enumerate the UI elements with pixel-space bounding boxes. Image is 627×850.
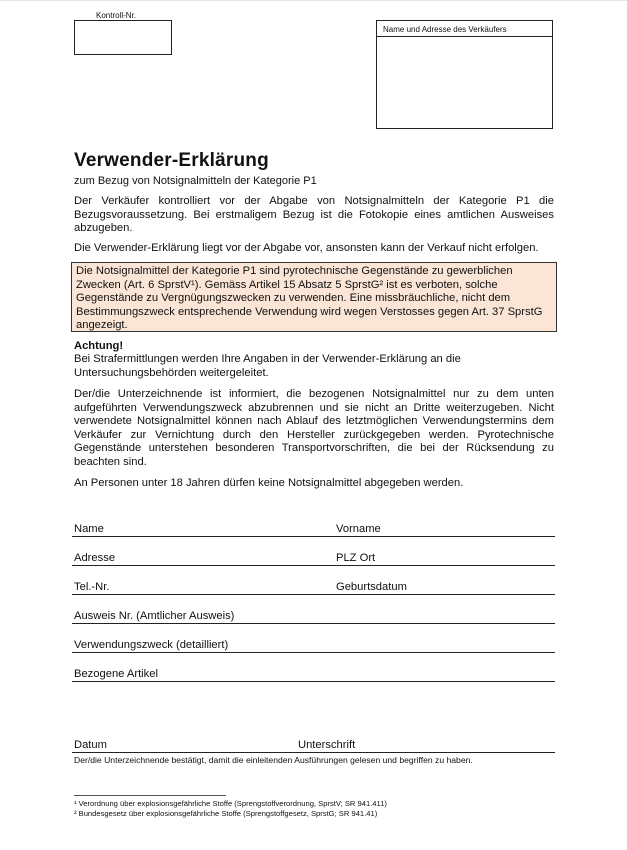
geburtsdatum-label: Geburtsdatum xyxy=(336,581,407,593)
footnote-1: ¹ Verordnung über explosionsgefährliche Stoffe (Sprengstoffverordnung, SprstV; SR 941.411) xyxy=(74,799,387,808)
footnotes xyxy=(74,799,387,819)
page-top-edge xyxy=(0,0,627,1)
adresse-label: Adresse xyxy=(74,552,116,564)
seller-box-label: Name und Adresse des Verkäufers xyxy=(377,21,552,37)
warning-heading: Achtung! xyxy=(74,340,124,352)
usage-terms-paragraph: Der/die Unterzeichnende ist informiert, die bezogenen Notsignalmittel nur zu dem unten aufgeführten Verwendungszweck abzubrennen und sie nicht an Dritte weiterzugeben. Nicht verwendete Notsignalmittel können nach Ablauf des letztmöglichen Verwendungstermins dem Verkäufer zur Vernichtung durch den Hersteller zurückgegeben werden. Pyrotechnische Gegenstände unterstehen besonderen Transportvorschriften, die bei der Rücksendung zu beachten sind. xyxy=(74,388,554,468)
seller-name-address-box[interactable] xyxy=(376,20,553,129)
datum-label: Datum xyxy=(74,739,107,751)
intro-paragraph: Der Verkäufer kontrolliert vor der Abgabe von Notsignalmitteln der Kategorie P1 die Bezugsvoraussetzung. Bei erstmaligem Bezug ist die Fotokopie eines amtlichen Ausweises abzugeben. xyxy=(74,195,554,234)
field-row-signature[interactable] xyxy=(72,736,555,753)
age-restriction-paragraph: An Personen unter 18 Jahren dürfen keine Notsignalmittel abgegeben werden. xyxy=(74,477,464,489)
unterschrift-label: Unterschrift xyxy=(298,739,356,751)
footnote-2: ² Bundesgesetz über explosionsgefährliche Stoffe (Sprengstoffgesetz, SprstG; SR 941.41) xyxy=(74,809,378,818)
kontroll-nr-field[interactable] xyxy=(74,20,172,55)
precondition-paragraph: Die Verwender-Erklärung liegt vor der Abgabe vor, ansonsten kann der Verkauf nicht erfolgen. xyxy=(74,242,539,254)
field-row-purpose[interactable] xyxy=(72,636,555,653)
warning-text: Bei Strafermittlungen werden Ihre Angaben in der Verwender-Erklärung an die Untersuchungsbehörden weitergeleitet. xyxy=(74,353,461,379)
footnote-divider xyxy=(74,795,226,796)
page-title: Verwender-Erklärung xyxy=(74,150,269,171)
field-row-name[interactable] xyxy=(72,520,555,537)
field-row-address[interactable] xyxy=(72,549,555,566)
ausweis-label: Ausweis Nr. (Amtlicher Ausweis) xyxy=(74,610,235,622)
tel-label: Tel.-Nr. xyxy=(74,581,110,593)
page-subtitle: zum Bezug von Notsignalmitteln der Kategorie P1 xyxy=(74,175,317,187)
vorname-label: Vorname xyxy=(336,523,381,535)
legal-notice-box: Die Notsignalmittel der Kategorie P1 sind pyrotechnische Gegenstände zu gewerblichen Zwecken (Art. 6 SprstV¹). Gemäss Artikel 15 Absatz 5 SprstG² ist es verboten, solche Gegenstände zu Vergnügungszwecken zu verwenden. Eine missbräuchliche, nicht dem Bestimmungszweck entsprechende Verwendung wird wegen Verstosses gegen Art. 37 SprstG angezeigt. xyxy=(71,262,557,332)
field-row-id[interactable] xyxy=(72,607,555,624)
field-row-articles[interactable] xyxy=(72,665,555,682)
field-row-contact[interactable] xyxy=(72,578,555,595)
plz-ort-label: PLZ Ort xyxy=(336,552,376,564)
kontroll-nr-label: Kontroll-Nr. xyxy=(96,11,137,20)
name-label: Name xyxy=(74,523,104,535)
confirmation-text: Der/die Unterzeichnende bestätigt, damit die einleitenden Ausführungen gelesen und begriffen zu haben. xyxy=(74,755,473,765)
zweck-label: Verwendungszweck (detailliert) xyxy=(74,639,229,651)
artikel-label: Bezogene Artikel xyxy=(74,668,158,680)
